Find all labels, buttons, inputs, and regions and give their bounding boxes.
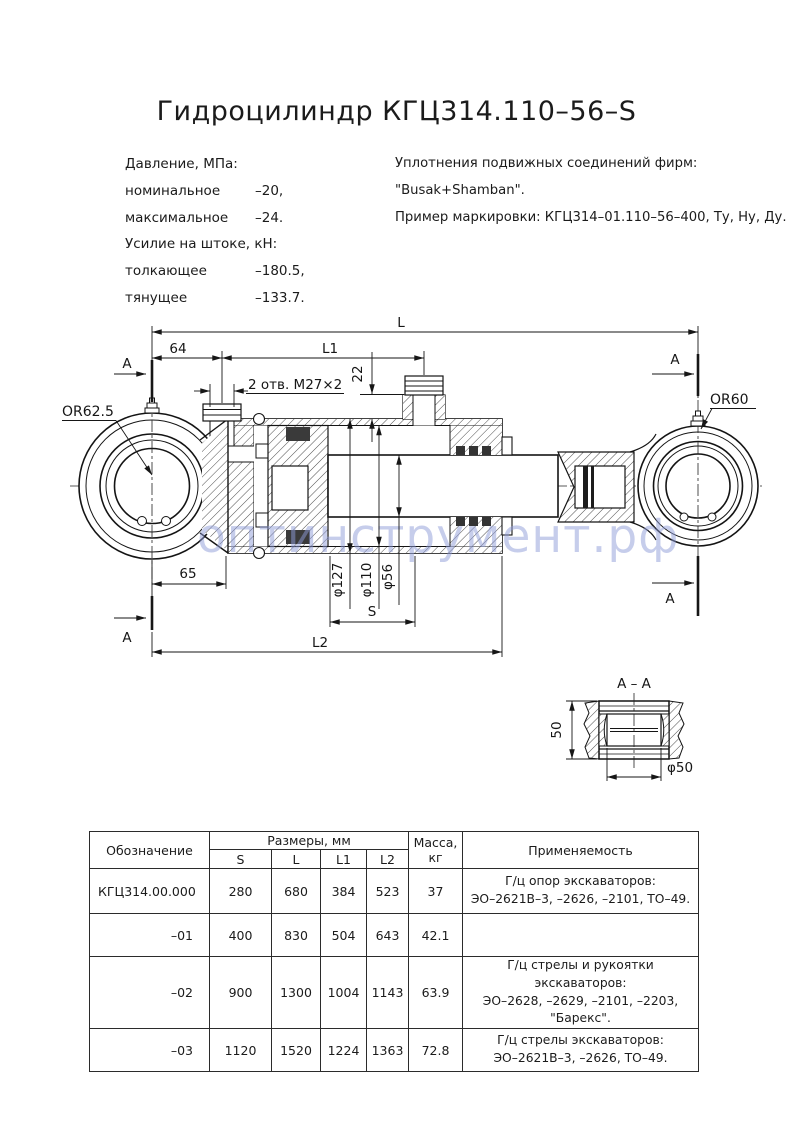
col-header-mass: Масса, кг	[409, 832, 463, 869]
dim-label-65: 65	[179, 566, 197, 582]
section-view	[549, 676, 693, 781]
table-row	[90, 957, 699, 1029]
cell-application	[463, 914, 699, 957]
rod-end-stub	[575, 466, 625, 508]
barrel-wall-top	[228, 419, 502, 426]
gland-seal-2	[469, 446, 478, 455]
dim-label-d56: φ56	[380, 563, 396, 591]
seals-line1: Уплотнения подвижных соединений фирм:	[395, 156, 698, 171]
specs-block	[125, 151, 395, 312]
bearing-barrel-left	[599, 714, 607, 746]
dim-label-L: L	[397, 315, 405, 331]
col-header-s: S	[210, 850, 272, 869]
cell-designation: –03	[90, 1029, 210, 1072]
piston-seal-top	[286, 427, 310, 441]
dim-label-d110: φ110	[359, 562, 375, 598]
section-letter-top-left: A	[122, 356, 132, 372]
cell-l1: 504	[321, 914, 367, 957]
stub-band-2	[591, 466, 594, 508]
section-letter-top-right: A	[670, 352, 680, 368]
ports-label: 2 отв. М27×2	[248, 377, 343, 393]
right-eye-lug-1	[680, 513, 688, 521]
right-eye-lug-2	[708, 513, 716, 521]
spec-pressure-title: Давление, МПа:	[125, 156, 238, 172]
page-title: Гидроцилиндр КГЦ314.110–56–S	[156, 96, 637, 127]
table-row	[90, 1029, 699, 1072]
col-header-dimensions: Размеры, мм	[210, 832, 409, 850]
table-row	[90, 914, 699, 957]
section-wall-left	[584, 701, 599, 759]
section-title: А – А	[617, 676, 651, 692]
port2	[403, 376, 445, 426]
cell-l: 830	[272, 914, 321, 957]
cell-l2: 523	[367, 869, 409, 914]
gland-seal-1	[456, 446, 465, 455]
cell-application: Г/ц стрелы экскаваторов: ЭО–2621В–3, –2626, ТО–49.	[463, 1029, 699, 1072]
cell-l2: 643	[367, 914, 409, 957]
grease-nipple-right	[691, 411, 705, 426]
cell-s: 400	[210, 914, 272, 957]
seals-line3: Пример маркировки: КГЦ314–01.110–56–400, Ту, Ну, Ду.	[395, 209, 787, 225]
cell-l: 680	[272, 869, 321, 914]
cell-mass: 37	[409, 869, 463, 914]
col-header-l1: L1	[321, 850, 367, 869]
port2-wall-right	[435, 395, 445, 419]
section-wall-right	[669, 701, 684, 759]
left-eye-lug-2	[162, 517, 171, 526]
cell-l: 1520	[272, 1029, 321, 1072]
col-header-l2: L2	[367, 850, 409, 869]
port2-wall-left	[403, 395, 413, 419]
bearing-barrel-right	[661, 714, 669, 746]
cell-l1: 1004	[321, 957, 367, 1029]
spec-force-title: Усилие на штоке, кН:	[125, 236, 278, 253]
cell-l2: 1143	[367, 957, 409, 1029]
cell-l1: 384	[321, 869, 367, 914]
or-left-label: OR62.5	[62, 404, 114, 420]
dim-label-L1: L1	[321, 341, 339, 357]
cell-mass: 42.1	[409, 914, 463, 957]
cell-application: Г/ц стрелы и рукоятки экскаваторов: ЭО–2628, –2629, –2101, –2203, "Барекс".	[463, 957, 699, 1029]
dim-label-d127: φ127	[330, 562, 346, 598]
section-letter-bottom-right: A	[665, 591, 675, 607]
cell-l: 1300	[272, 957, 321, 1029]
cell-mass: 72.8	[409, 1029, 463, 1072]
spec-pull: тянущее –133.7.	[125, 289, 305, 306]
piston-recess	[272, 466, 308, 510]
col-header-designation: Обозначение	[90, 832, 210, 869]
cell-s: 280	[210, 869, 272, 914]
piston-rod	[328, 455, 558, 517]
dim-label-22: 22	[350, 365, 366, 383]
stub-band-1	[583, 466, 588, 508]
seals-line2: "Busak+Shamban".	[395, 182, 525, 198]
cell-application: Г/ц опор экскаваторов: ЭО–2621В–3, –2626, –2101, ТО–49.	[463, 869, 699, 914]
cell-designation: –01	[90, 914, 210, 957]
spec-max: максимальное –24.	[125, 209, 284, 226]
port1-plug	[203, 404, 241, 421]
variants-table	[89, 831, 699, 1072]
dim-label-64: 64	[169, 341, 187, 357]
weld-ball-top	[254, 414, 265, 425]
spacer-block-top	[256, 444, 268, 458]
left-eye-lug-1	[138, 517, 147, 526]
section-letter-bottom-left: A	[122, 630, 132, 646]
dim-label-L2: L2	[311, 635, 329, 651]
col-header-l: L	[272, 850, 321, 869]
port2-throat	[413, 395, 435, 426]
cell-mass: 63.9	[409, 957, 463, 1029]
cell-s: 1120	[210, 1029, 272, 1072]
dim-label-d50: φ50	[667, 760, 694, 776]
table-row	[90, 869, 699, 914]
spec-push: толкающее –180.5,	[125, 263, 305, 280]
watermark-text: оптинструмент.рф	[197, 509, 680, 564]
cell-l1: 1224	[321, 1029, 367, 1072]
gland-seal-3	[482, 446, 491, 455]
spec-nominal: номинальное –20,	[125, 182, 284, 199]
cell-designation: КГЦ314.00.000	[90, 869, 210, 914]
wiper-top	[502, 437, 512, 455]
or-right-label: OR60	[710, 392, 749, 408]
cell-l2: 1363	[367, 1029, 409, 1072]
dim-label-S: S	[367, 604, 377, 620]
cylinder-drawing	[0, 295, 793, 815]
dim-label-50: 50	[549, 721, 565, 739]
col-header-application: Применяемость	[463, 832, 699, 869]
cell-s: 900	[210, 957, 272, 1029]
seals-block	[395, 151, 790, 231]
cell-designation: –02	[90, 957, 210, 1029]
